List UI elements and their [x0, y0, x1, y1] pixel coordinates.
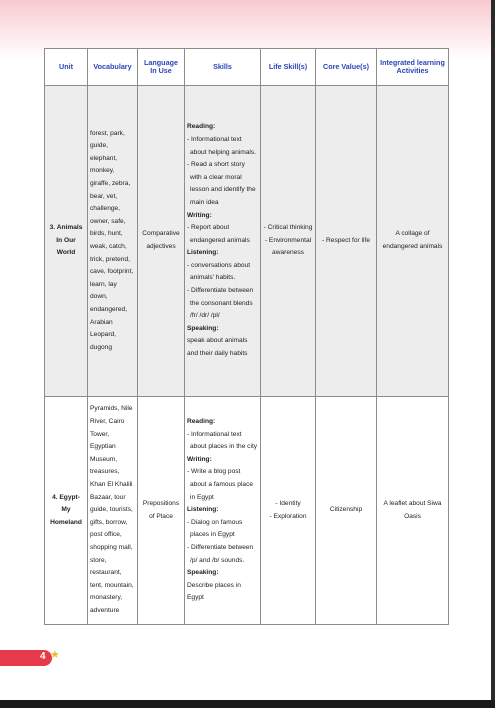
skill-item: - conversations about animals' habits. — [187, 261, 251, 282]
activities-cell: A collage of endangered animals — [377, 86, 449, 397]
skill-heading-reading: Reading: — [187, 123, 216, 131]
life-skill-item: - Exploration — [269, 512, 307, 520]
life-skill-item: - Critical thinking — [263, 224, 313, 232]
page-number: 4 — [40, 651, 46, 662]
vocabulary-cell: Pyramids, Nile River, Cairo Tower, Egyptian Museum, treasures, Khan El Khalili Bazaar, tour guide, tourists, gifts, borrow, post office, shopping mall, store, restaurant, tent, mountain, monastery, adventure — [88, 397, 138, 625]
star-icon: ★ — [50, 649, 60, 661]
language-cell: Prepositions of Place — [138, 397, 185, 625]
activities-cell: A leaflet about Siwa Oasis — [377, 397, 449, 625]
skill-item: - Dialog on famous places in Egypt — [187, 518, 243, 539]
header-life-skills: Life Skill(s) — [261, 49, 316, 86]
core-values-cell: Citizenship — [316, 397, 377, 625]
skill-heading-writing: Writing: — [187, 455, 212, 463]
skill-item: - Informational text about helping animals. — [187, 135, 256, 156]
skill-item: - Report about endangered animals — [187, 224, 250, 244]
skill-item: - Informational text about places in the city — [187, 430, 258, 451]
unit-cell: 3. Animals In Our World — [45, 86, 88, 397]
page-bottom-shadow — [0, 700, 495, 708]
core-values-cell: - Respect for life — [316, 86, 377, 397]
skills-cell — [185, 86, 261, 397]
skill-heading-listening: Listening: — [187, 249, 219, 257]
header-unit: Unit — [45, 49, 88, 86]
table-header-row — [45, 49, 449, 86]
skill-heading-reading: Reading: — [187, 418, 216, 426]
skill-item: speak about animals and their daily habits — [187, 337, 248, 358]
life-skill-item: - Environmental awareness — [264, 236, 312, 257]
skill-item: - Write a blog post about a famous place in Egypt — [187, 468, 254, 501]
skill-item: - Differentiate between the consonant blends /fr/ /dr/ /pl/ — [187, 287, 254, 320]
skill-heading-speaking: Speaking: — [187, 324, 219, 332]
header-vocabulary: Vocabulary — [88, 49, 138, 86]
life-skills-cell — [261, 86, 316, 397]
header-core-values: Core Value(s) — [316, 49, 377, 86]
vocabulary-cell: forest, park, guide, elephant, monkey, giraffe, zebra, bear, vet, challenge, owner, safe, birds, hunt, weak, catch, trick, pretend, cave, footprint, learn, lay down, endangered, Arabian Leopard, dugong — [88, 86, 138, 397]
skills-cell — [185, 397, 261, 625]
skill-item: - Differentiate between /p/ and /b/ sounds. — [187, 543, 254, 564]
life-skills-cell — [261, 397, 316, 625]
header-integrated-activities: Integrated learning Activities — [377, 49, 449, 86]
unit-cell: 4. Egypt- My Homeland — [45, 397, 88, 625]
skill-heading-speaking: Speaking: — [187, 569, 219, 577]
skill-item: - Read a short story with a clear moral lesson and identify the main idea — [187, 161, 256, 206]
page-edge-shadow — [491, 0, 495, 708]
header-language-in-use: Language In Use — [138, 49, 185, 86]
header-skills: Skills — [185, 49, 261, 86]
life-skill-item: - Identity — [275, 499, 301, 507]
skill-heading-listening: Listening: — [187, 506, 219, 514]
language-cell: Comparative adjectives — [138, 86, 185, 397]
curriculum-table — [44, 48, 449, 625]
skill-item: Describe places in Egypt — [187, 581, 241, 602]
table-row — [45, 86, 449, 397]
skill-heading-writing: Writing: — [187, 211, 212, 219]
table-row — [45, 397, 449, 625]
